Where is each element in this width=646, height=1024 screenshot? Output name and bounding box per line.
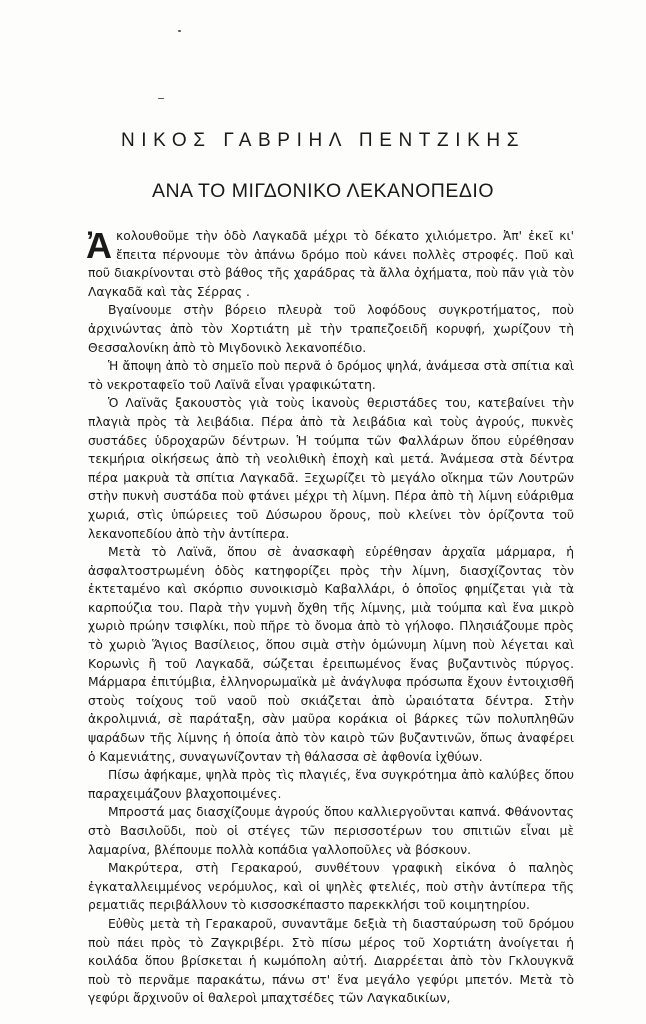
article-paragraph: Ὁ Λαϊνᾶς ξακουστὸς γιὰ τοὺς ἱκανοὺς θεριστάδες του, κατεβαίνει τὴν πλαγιὰ πρὸς τὰ λειβάδια. Πέρα ἀπὸ τὰ λειβάδια καὶ τοὺς ἀγρούς, πυκνὲς συστάδες ὑδροχαρῶν δέντρων. Ἡ τούμπα τῶν Φαλλάρων ὅπου εὑρέθησαν τεκμήρια οἰκήσεως ἀπὸ τὴ νεολιθικὴ ἐποχὴ καὶ μετά. Ἀνάμεσα στὰ δέντρα πέρα μακρυὰ τὰ σπίτια Λαγκαδᾶ. Ξεχωρίζει τὸ μεγάλο οἴκημα τῶν Λουτρῶν στὴν πυκνὴ συστάδα ποὺ φτάνει μέχρι τὴ λίμνη. Πέρα ἀπὸ τὴ λίμνη εὐάριθμα χωριά, στὶς ὑπώρειες τοῦ Δύσωρου ὄρους, ποὺ κλείνει τὸν ὁρίζοντα τοῦ λεκανοπεδίου ἀπὸ τὴν ἀντίπερα. bbox=[88, 396, 574, 541]
drop-cap-letter: Ἀ bbox=[86, 225, 112, 266]
scan-speck bbox=[158, 98, 164, 99]
article-paragraph: Μετὰ τὸ Λαϊνᾶ, ὅπου σὲ ἀνασκαφὴ εὑρέθησαν ἀρχαῖα μάρμαρα, ἡ ἀσφαλτοστρωμένη ὁδὸς κατηφορίζει πρὸς τὴν λίμνη, διασχίζοντας τὸν ἐκτεταμένο καὶ σκόρπιο συνοικισμὸ Καβαλλάρι, ὁ ὁποῖος φημίζεται γιὰ τὰ καρπούζια του. Παρὰ τὴν γυμνὴ ὄχθη τῆς λίμνης, μιὰ τούμπα καὶ ἕνα μικρὸ χωριὸ πρώην τσιφλίκι, ποὺ πῆρε τὸ ὄνομα ἀπὸ τὸ γήλοφο. Πλησιάζουμε πρὸς τὸ χωριὸ Ἅγιος Βασίλειος, ὅπου σιμὰ στὴν ὁμώνυμη λίμνη ποὺ λέγεται καὶ Κορωνὶς ἢ τοῦ Λαγκαδᾶ, σώζεται ἐρειπωμένος ἕνας βυζαντινὸς πύργος. Μάρμαρα ἐπιτύμβια, ἑλληνορωμαϊκὰ μὲ ἀνάγλυφα πρόσωπα ἔχουν ἐντοιχισθῆ στοὺς τοίχους τοῦ ναοῦ ποὺ σκιάζεται ἀπὸ ὡραιότατα δέντρα. Στὴν ἀκρολιμνιά, σὲ παράταξη, σὰν μαῦρα κοράκια οἱ βάρκες τῶν πολυπληθῶν ψαράδων τῆς λίμνης ἡ ὁποία ἀπὸ τὸν καιρὸ τῶν βυζαντινῶν, ὅπως ἀναφέρει ὁ Καμενιάτης, συναγωνίζονταν τὴ θάλασσα σὲ ἀφθονία ἰχθύων. bbox=[88, 545, 574, 764]
article-paragraph bbox=[88, 227, 574, 301]
article-paragraph: Εὐθὺς μετὰ τὴ Γερακαροῦ, συναντᾶμε δεξιὰ τὴ διασταύρωση τοῦ δρόμου ποὺ πάει πρὸς τὸ Ζαγκριβέρι. Στὸ πίσω μέρος τοῦ Χορτιάτη ἀνοίγεται ἡ κοιλάδα ὅπου βρίσκεται ἡ κωμόπολη αὐτή. Διαρρέεται ἀπὸ τὸν Γκλουγκνᾶ ποὺ τὸ περνᾶμε παρακάτω, πάνω στ' ἕνα μεγάλο γεφύρι μπετόν. Μετὰ τὸ γεφύρι ἄρχινοῦν οἱ θαλεροὶ μπαχτσέδες τῶν Λαγκαδικίων, bbox=[88, 916, 574, 1006]
article-title: ΑΝΑ ΤΟ ΜΙΓΔΟΝΙΚΟ ΛΕΚΑΝΟΠΕΔΙΟ bbox=[151, 180, 495, 202]
article-paragraph: Βγαίνουμε στὴν βόρειο πλευρὰ τοῦ λοφόδους συγκροτήματος, ποὺ ἀρχινώντας ἀπὸ τὸν Χορτιάτη μὲ τὴν τραπεζοειδῆ κορυφή, χωρίζουν τὴ Θεσσαλονίκη ἀπὸ τὸ Μιγδονικὸ λεκανοπέδιο. bbox=[88, 303, 574, 355]
scan-speck bbox=[178, 30, 181, 32]
article-body bbox=[88, 227, 574, 1008]
article-paragraph: Ἡ ἄποψη ἀπὸ τὸ σημεῖο ποὺ περνᾶ ὁ δρόμος ψηλά, ἀνάμεσα στὰ σπίτια καὶ τὸ νεκροταφεῖο τοῦ Λαϊνᾶ εἶναι γραφικώτατη. bbox=[88, 359, 574, 392]
paragraph-text: κολουθοῦμε τὴν ὁδὸ Λαγκαδᾶ μέχρι τὸ δέκατο χιλιόμετρο. Ἀπ' ἐκεῖ κι' ἔπειτα πέρνουμε τὸν ἀπάνω δρόμο ποὺ κάνει πολλὲς στροφές. Ποῦ καὶ ποῦ διακρίνονται στὸ βάθος τῆς χαράδρας τὰ ἄλλα ὀχήματα, ποὺ πᾶν γιὰ τὸν Λαγκαδᾶ καὶ τὰς Σέρρας . bbox=[88, 229, 574, 299]
author-name: ΝΙΚΟΣ ΓΑΒΡΙΗΛ ΠΕΝΤΖΙΚΗΣ bbox=[120, 130, 526, 151]
article-paragraph: Μακρύτερα, στὴ Γερακαρού, συνθέτουν γραφικὴ εἰκόνα ὁ παληὸς ἐγκαταλλειμμένος νερόμυλος, καὶ οἱ ψηλὲς φτελιές, ποὺ στὴν ἀντίπερα τῆς ρεματιᾶς περιβάλλουν τὸ κισσοσκέπαστο παρεκκλήσι τοῦ κοιμητηρίου. bbox=[88, 861, 574, 913]
article-paragraph: Πίσω ἀφήκαμε, ψηλὰ πρὸς τὶς πλαγιές, ἕνα συγκρότημα ἀπὸ καλύβες ὅπου παραχειμάζουν βλαχοποιμένες. bbox=[88, 768, 574, 801]
article-paragraph: Μπροστά μας διασχίζουμε ἀγρούς ὅπου καλλιεργοῦνται καπνά. Φθάνοντας στὸ Βασιλοῦδι, ποὺ οἱ στέγες τῶν περισσοτέρων του σπιτιῶν εἶναι μὲ λαμαρίνα, βλέπουμε πολλὰ κοπάδια γαλλοποῦλες νὰ βόσκουν. bbox=[88, 805, 574, 857]
